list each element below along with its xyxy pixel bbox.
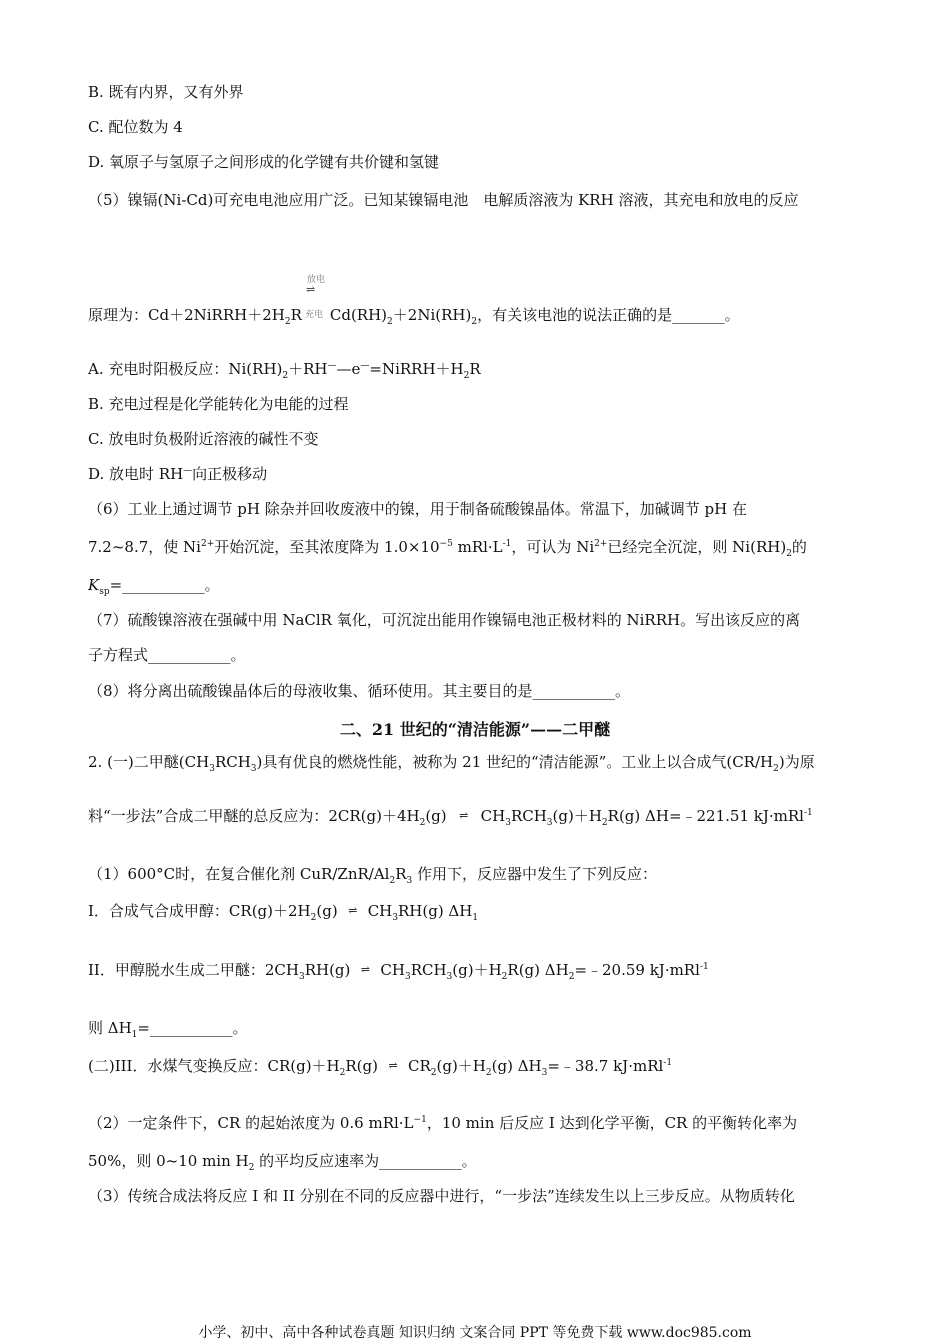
equilibrium-arrow-icon: ⇌ (306, 283, 316, 296)
reaction-3: (二)III．水煤气变换反应：$CR(g)+H_2R(g)$ ⇌ $CR_2(g)+H_2(g)$ $\Delta H_3=﹣38.7$ kJ·mRl$^{-1}$ (88, 1057, 673, 1078)
equilibrium-arrow-icon: ⇌ (459, 809, 469, 822)
option-b: B. 既有内界，又有外界 (88, 83, 244, 101)
reaction-2: II．甲醇脱水生成二甲醚：$2CH_3RH(g)$ ⇌ $CH_3RCH_3(g)+H_2R(g)$ $\Delta H_2=﹣20.59$ kJ·mRl$^{-1}$ (88, 961, 709, 982)
q6-line3: $K_{sp}=\_\_\_\_\_\_\_\_\_\_\_$。 (88, 576, 220, 597)
delta-h1: 则 $\Delta H_1=\_\_\_\_\_\_\_\_\_\_\_$。 (88, 1019, 248, 1040)
q2-part3: （3）传统合成法将反应 I 和 II 分别在不同的反应器中进行，“一步法”连续发生以上三步反应。从物质转化 (88, 1187, 795, 1205)
q7-line2: 子方程式___________。 (88, 646, 246, 664)
section-title: 二、21 世纪的“清洁能源”——二甲醚 (339, 720, 611, 739)
page-footer: 小学、初中、高中各种试卷真题 知识归纳 文案合同 PPT 等免费下载 www.doc985.com (198, 1325, 752, 1341)
q2-part1: （1）600°C时，在复合催化剂 CuR/$ZnR/Al_2R_3$ 作用下，反应器中发生了下列反应： (88, 865, 658, 886)
q2-part2-line2: 50%，则 0~10 $\min H_2$ 的平均反应速率为___________。 (88, 1152, 477, 1173)
q5-option-b: B. 充电过程是化学能转化为电能的过程 (88, 395, 349, 413)
q6-line1: （6）工业上通过调节 pH 除杂并回收废液中的镍，用于制备硫酸镍晶体。常温下，加碱调节 pH 在 (88, 500, 747, 518)
equilibrium-arrow-icon: ⇌ (388, 1059, 398, 1072)
q8: （8）将分离出硫酸镍晶体后的母液收集、循环使用。其主要目的是___________。 (88, 682, 631, 700)
q2-line2: 料“一步法”合成二甲醚的总反应为：$2CR(g)+4H_2(g)$ ⇌ $CH_3RCH_3(g)+H_2R(g)$ ΔH=﹣221.51 kJ·mRl$^{-1}$ (88, 807, 813, 828)
equilibrium-arrow-icon: ⇌ (360, 963, 370, 976)
q5-option-c: C. 放电时负极附近溶液的碱性不变 (88, 430, 319, 448)
option-d: D. 氧原子与氢原子之间形成的化学键有共价键和氢键 (88, 153, 440, 171)
charge-label: 充电 (305, 310, 324, 320)
q2-part2-line1: （2）一定条件下，CR 的起始浓度为 0.6 $mRl\cdot L^{-1}$，10 min 后反应 I 达到化学平衡，CR 的平衡转化率为 (88, 1114, 798, 1132)
q5-option-a: A. 充电时阳极反应：$Ni(RH)_2+RH^——e^—=NiRRH+H_2R$ (88, 360, 481, 381)
q5-intro: （5）镍镉(Ni-Cd)可充电电池应用广泛。已知某镍镉电池 电解质溶液为 KRH 溶液，其充电和放电的反应 (88, 191, 799, 209)
equilibrium-arrow-icon: ⇌ (348, 904, 358, 917)
q6-line2: 7.2~8.7，使 $Ni^{2+}$开始沉淀，至其浓度降为 $1.0\times 10^{-5}$ $mRl\cdot L^{-1}$，可认为 $Ni^{2+}$已经完全沉淀，则 $Ni(RH)_2$的 (88, 538, 807, 559)
q2-line1: 2. (一)二甲醚$(CH_3RCH_3)$具有优良的燃烧性能，被称为 21 世纪的“清洁能源”。工业上以合成气$(CR/H_2)$为原 (88, 753, 815, 774)
q5-equation: 原理为：$Cd+2NiRRH+2H_2R$ $Cd(RH)_2+2Ni(RH)_2$，有关该电池的说法正确的是_______。 (88, 306, 740, 327)
option-c: C. 配位数为 4 (88, 118, 183, 136)
q7-line1: （7）硫酸镍溶液在强碱中用 NaClR 氧化，可沉淀出能用作镍镉电池正极材料的 NiRRH。写出该反应的离 (88, 611, 801, 629)
discharge-label: 放电 (307, 275, 326, 285)
reaction-1: I．合成气合成甲醇：$CR(g)+2H_2(g)$ ⇌ $CH_3RH(g)$ $\Delta H_1$ (88, 902, 479, 923)
q5-option-d: D. 放电时 RH—向正极移动 (88, 465, 268, 483)
